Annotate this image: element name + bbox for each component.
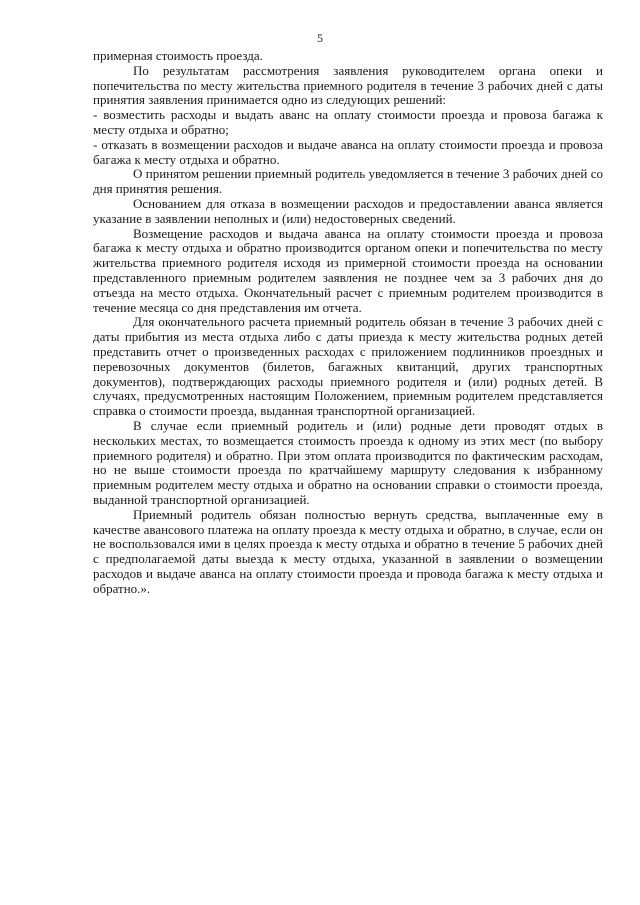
- paragraph-reimbursement: Возмещение расходов и выдача аванса на оплату стоимости проезда и провоза багажа к месту отдыха и обратно производится органом опеки и попечительства по месту жительства приемного родителя исходя из примерной стоимости проезда на основании представленного приемным родителем заявления не позднее чем за 3 рабочих дня до отъезда на место отдыха. Окончательный расчет с приемным родителем производится в течение месяца со дня представления им отчета.: [93, 225, 603, 315]
- paragraph-final-settlement: Для окончательного расчета приемный родитель обязан в течение 3 рабочих дней с даты прибытия из места отдыха либо с даты приезда к месту жительства родных детей представить отчет о произведенных расходах с приложением подлинников проездных и перевозочных документов (билетов, багажных квитанций, других транспортных документов), подтверждающих расходы приемного родителя и (или) родных детей. В случаях, предусмотренных настоящим Положением, приемным родителем представляется справка о стоимости проезда, выданная транспортной организацией.: [93, 314, 603, 419]
- list-item-reimburse: - возместить расходы и выдать аванс на оплату стоимости проезда и провоза багажа к месту отдыха и обратно;: [93, 107, 603, 137]
- paragraph-notification: О принятом решении приемный родитель уведомляется в течение 3 рабочих дней со дня принятия решения.: [93, 166, 603, 197]
- paragraph-refusal-grounds: Основанием для отказа в возмещении расходов и предоставлении аванса является указание в заявлении неполных и (или) недостоверных сведений.: [93, 195, 603, 226]
- paragraph-decision-intro: По результатам рассмотрения заявления руководителем органа опеки и попечительства по месту жительства приемного родителя в течение 3 рабочих дней с даты принятия заявления принимается одно из следующих решений:: [93, 62, 603, 108]
- paragraph-multiple-places: В случае если приемный родитель и (или) родные дети проводят отдых в нескольких местах, то возмещается стоимость проезда к одному из этих мест (по выбору приемного родителя) и обратно. При этом оплата производится по фактическим расходам, но не выше стоимости проезда по кратчайшему маршруту следования к избранному приемным родителем месту отдыха и обратно на основании справки о стоимости проезда, выданной транспортной организацией.: [93, 417, 603, 507]
- document-body: [93, 49, 603, 596]
- paragraph-continuation: примерная стоимость проезда.: [93, 48, 263, 63]
- page-number: 5: [317, 31, 323, 45]
- paragraph-advance-return: Приемный родитель обязан полностью вернуть средства, выплаченные ему в качестве авансового платежа на оплату проезда к месту отдыха и обратно, в случае, если он не воспользовался ими в целях проезда к месту отдыха и обратно в течение 5 рабочих дней с предполагаемой даты выезда к месту отдыха, указанной в заявлении о возмещении расходов и выдаче аванса на оплату стоимости проезда и провода багажа к месту отдыха и обратно.».: [93, 506, 603, 596]
- list-item-refuse: - отказать в возмещении расходов и выдаче аванса на оплату стоимости проезда и провоза багажа к месту отдыха и обратно.: [93, 136, 603, 167]
